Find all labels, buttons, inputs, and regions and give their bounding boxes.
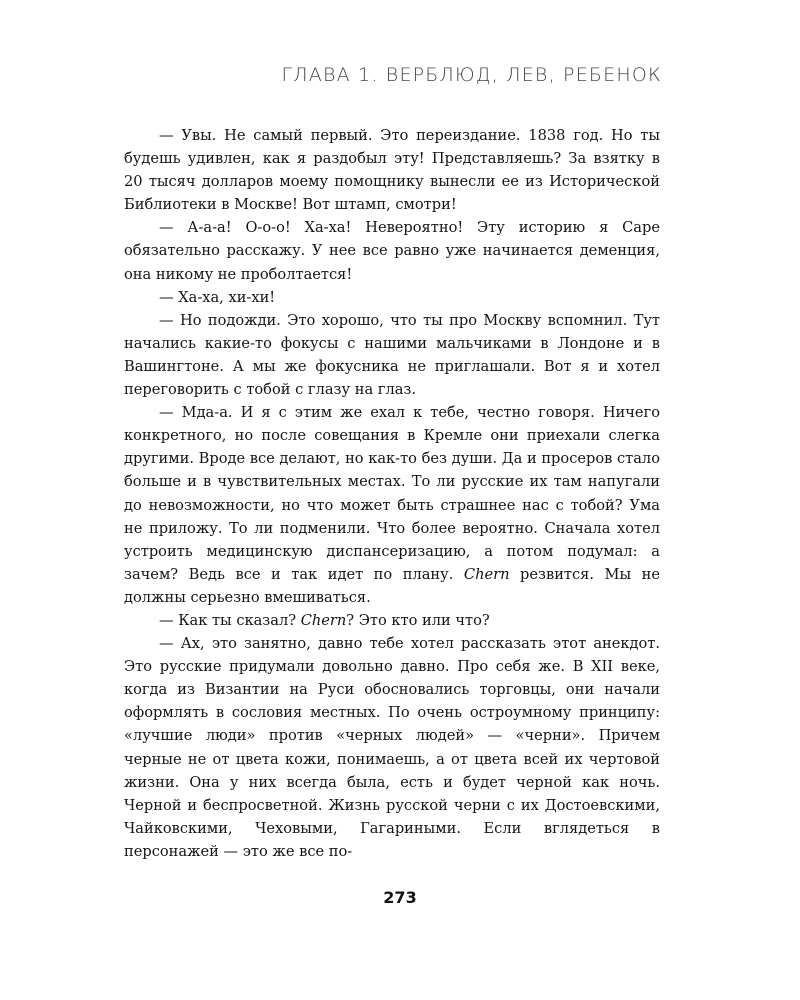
paragraph-text: резвится. Мы не должны серьезно вмешиваться. bbox=[124, 565, 660, 606]
paragraph bbox=[124, 124, 660, 216]
paragraph bbox=[124, 609, 660, 632]
running-header: ГЛАВА 1. ВЕРБЛЮД, ЛЕВ, РЕБЕНОК bbox=[281, 64, 662, 86]
paragraph-text: — Как ты сказал? bbox=[159, 611, 301, 629]
paragraph bbox=[124, 401, 660, 609]
italic-text: Chern bbox=[300, 611, 347, 629]
body-text bbox=[124, 124, 660, 863]
paragraph bbox=[124, 632, 660, 863]
page-number: 273 bbox=[383, 888, 417, 907]
paragraph-text: — А-а-а! О-о-о! Ха-ха! Невероятно! Эту историю я Саре обязательно расскажу. У нее все равно уже начинается деменция, она никому не проболтается! bbox=[124, 219, 660, 283]
paragraph bbox=[124, 309, 660, 401]
paragraph bbox=[124, 286, 660, 309]
paragraph-text: — Ах, это занятно, давно тебе хотел рассказать этот анекдот. Это русские придумали довольно давно. Про себя же. В XII веке, когда из Византии на Руси обосновались торговцы, они начали оформлять в сословия местных. По очень остроумному принципу: «лучшие люди» против «черных людей» — «черни». Причем черные не от цвета кожи, понимаешь, а от цвета всей их чертовой жизни. Она у них всегда была, есть и будет черной как ночь. Черной и беспросветной. Жизнь русской черни с их Достоевскими, Чайковскими, Чеховыми, Гагариными. Если вглядеться в персонажей — это же все по- bbox=[124, 635, 660, 860]
paragraph-text: — Увы. Не самый первый. Это переиздание. 1838 год. Но ты будешь удивлен, как я раздобыл эту! Представляешь? За взятку в 20 тысяч долларов моему помощнику вынесли ее из Исторической Библиотеки в Москве! Вот штамп, смотри! bbox=[124, 127, 660, 214]
paragraph-text: — Мда-а. И я с этим же ехал к тебе, честно говоря. Ничего конкретного, но после совещания в Кремле они приехали слегка другими. Вроде все делают, но как-то без души. Да и просеров стало больше и в чувствительных местах. То ли русские их там напугали до невозможности, но что может быть страшнее нас с тобой? Ума не приложу. То ли подменили. Что более вероятно. Сначала хотел устроить медицинскую диспансеризацию, а потом подумал: а зачем? Ведь все и так идет по плану. bbox=[124, 404, 660, 583]
paragraph-text: — Ха-ха, хи-хи! bbox=[159, 288, 276, 306]
paragraph bbox=[124, 216, 660, 285]
paragraph-text: ? Это кто или что? bbox=[346, 611, 490, 629]
paragraph-text: — Но подожди. Это хорошо, что ты про Москву вспомнил. Тут начались какие-то фокусы с нашими мальчиками в Лондоне и в Вашингтоне. А мы же фокусника не приглашали. Вот я и хотел переговорить с тобой с глазу на глаз. bbox=[124, 311, 660, 399]
italic-text: Chern bbox=[463, 565, 510, 583]
